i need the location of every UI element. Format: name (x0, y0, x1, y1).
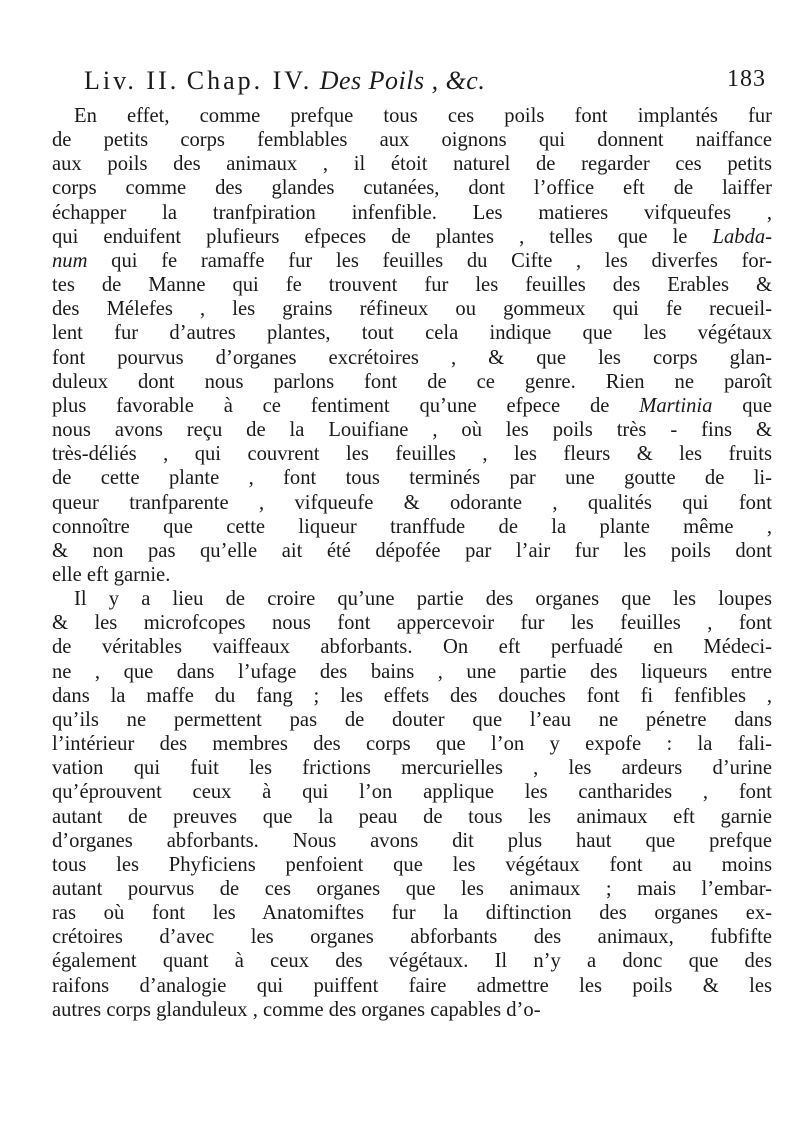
text-line: & non pas qu’elle ait été dépofée par l’air fur les poils dont (52, 539, 772, 562)
text-line: de petits corps femblables aux oignons qui donnent naiffance (52, 129, 772, 152)
text-line: tous les Phyficiens penfoient que les végétaux font au moins (52, 853, 772, 876)
chapter-number: Chap. IV. (186, 66, 313, 95)
text-line: lent fur d’autres plantes, tout cela indique que les végétaux (52, 322, 772, 345)
text-line: ras où font les Anatomiftes fur la diftinction des organes ex- (52, 902, 772, 925)
text-line: corps comme des glandes cutanées, dont l’office eft de laiffer (52, 177, 772, 200)
text-line: ne , que dans l’ufage des bains , une partie des liqueurs entre (52, 660, 772, 683)
text-line: elle eft garnie. (52, 563, 171, 586)
text-line: nous avons reçu de la Louifiane , où les poils très - fins & (52, 419, 772, 442)
text-line: Il y a lieu de croire qu’une partie des organes que les loupes (74, 588, 772, 611)
text-line: crétoires d’avec les organes abforbants des animaux, fubfifte (52, 926, 772, 949)
page-number: 183 (727, 66, 766, 92)
text-line: de véritables vaiffeaux abforbants. On eft perfuadé en Médeci- (52, 636, 772, 659)
text-line: queur tranfparente , vifqueufe & odorante , qualités qui font (52, 491, 772, 514)
text-line: également quant à ceux des végétaux. Il n’y a donc que des (52, 950, 772, 973)
body-text (52, 104, 772, 1022)
text-line: plus favorable à ce fentiment qu’une efpece de Martinia que (52, 394, 772, 417)
text-line: dans la maffe du fang ; les effets des douches font fi fenfibles , (52, 684, 772, 707)
running-head (84, 66, 774, 102)
text-line: de cette plante , font tous terminés par une goutte de li- (52, 467, 772, 490)
text-line: En effet, comme prefque tous ces poils font implantés fur (74, 105, 772, 127)
text-line: font pourvus d’organes excrétoires , & que les corps glan- (52, 346, 772, 369)
text-line: très-déliés , qui couvrent les feuilles , les fleurs & les fruits (52, 443, 772, 466)
text-line: connoître que cette liqueur tranffude de la plante même , (52, 515, 772, 538)
text-line: qui enduifent plufieurs efpeces de plantes , telles que le Labda- (52, 225, 772, 248)
text-line: autant de preuves que la peau de tous les animaux eft garnie (52, 805, 772, 828)
text-line: num qui fe ramaffe fur les feuilles du Cifte , les diverfes for- (52, 249, 772, 272)
text-line: d’organes abforbants. Nous avons dit plus haut que prefque (52, 829, 772, 852)
text-line: échapper la tranfpiration infenfible. Les matieres vifqueufes , (52, 201, 772, 224)
text-line: & les microfcopes nous font appercevoir fur les feuilles , font (52, 612, 772, 635)
text-line: duleux dont nous parlons font de ce genre. Rien ne paroît (52, 370, 772, 393)
text-line: raifons d’analogie qui puiffent faire admettre les poils & les (52, 974, 772, 997)
text-line: des Mélefes , les grains réfineux ou gommeux qui fe recueil- (52, 298, 772, 321)
book-number: Liv. II. (84, 66, 180, 95)
text-line: autant pourvus de ces organes que les animaux ; mais l’embar- (52, 878, 772, 900)
text-line: vation qui fuit les frictions mercurielles , les ardeurs d’urine (52, 757, 772, 780)
text-line: qu’ils ne permettent pas de douter que l’eau ne pénetre dans (52, 708, 772, 731)
text-line: autres corps glanduleux , comme des organes capables d’o- (52, 998, 541, 1021)
chapter-title: Des Poils , &c. (319, 66, 486, 95)
paragraph (52, 104, 772, 587)
paragraph (52, 587, 772, 1022)
text-line: aux poils des animaux , il étoit naturel de regarder ces petits (52, 153, 772, 176)
text-line: l’intérieur des membres des corps que l’on y expofe : la fali- (52, 733, 772, 756)
text-line: tes de Manne qui fe trouvent fur les feuilles des Erables & (52, 274, 772, 297)
text-line: qu’éprouvent ceux à qui l’on applique les cantharides , font (52, 781, 772, 804)
